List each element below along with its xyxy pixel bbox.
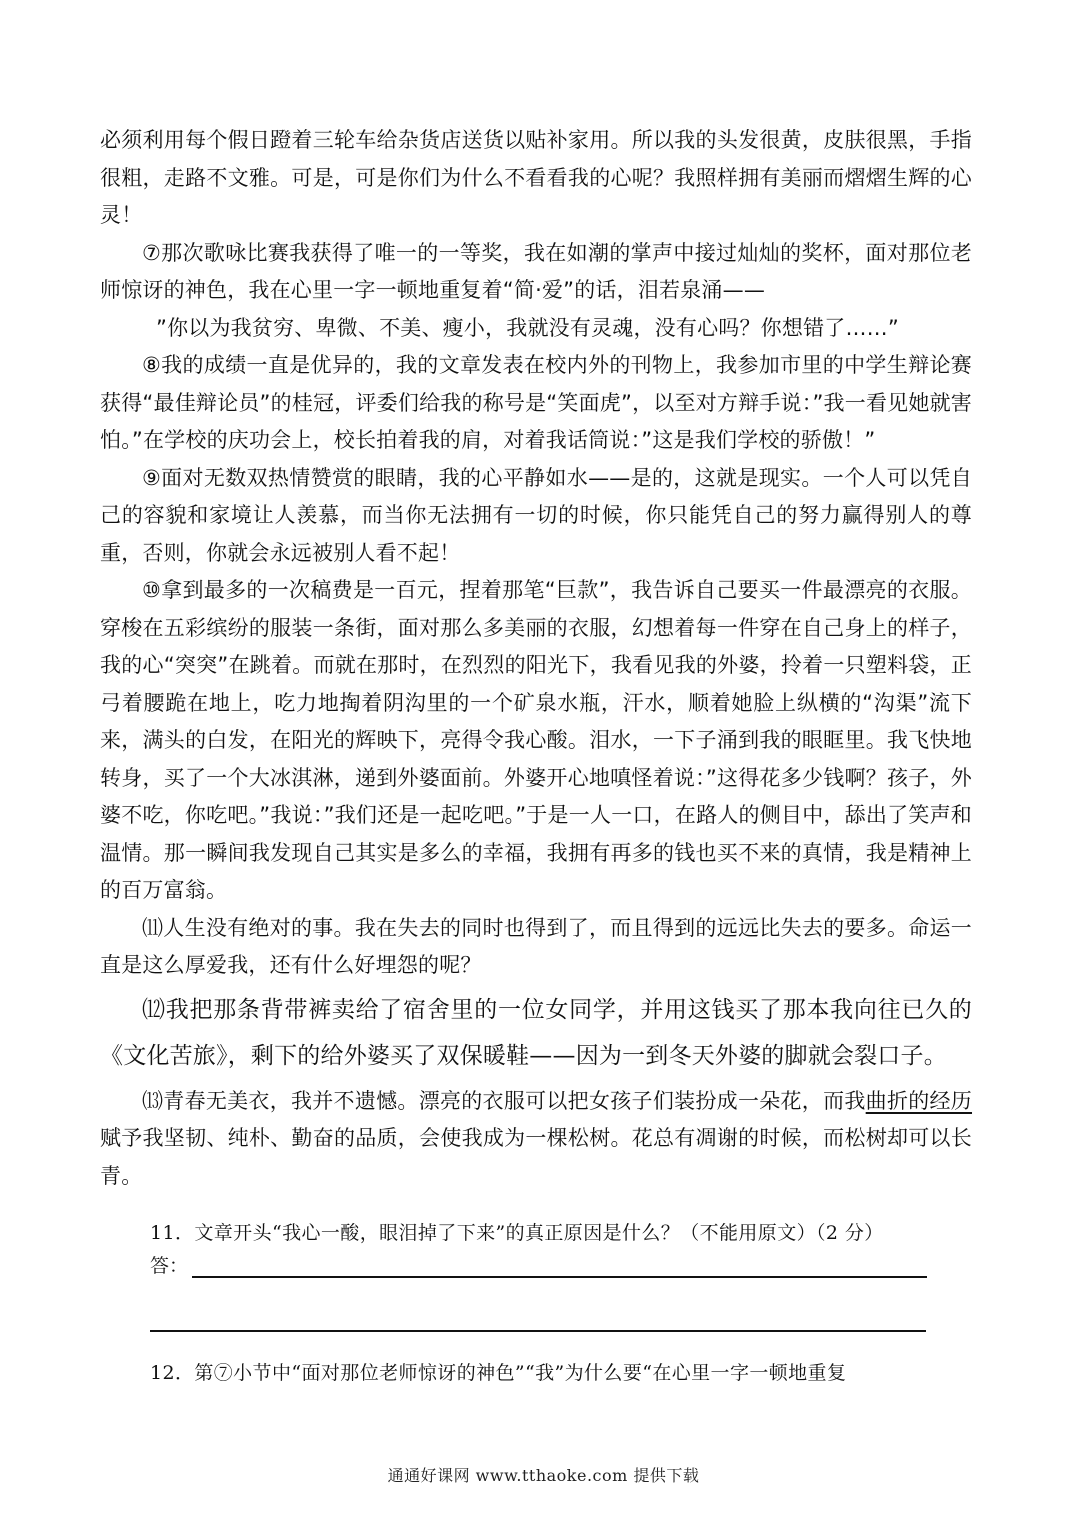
question-12: 12．第⑦小节中“面对那位老师惊讶的神色”“我”为什么要“在心里一字一顿地重复 (150, 1362, 847, 1384)
paragraph-11: ⑾人生没有绝对的事。我在失去的同时也得到了，而且得到的远远比失去的要多。命运一直是这么厚爱我，还有什么好埋怨的呢？ (100, 915, 972, 977)
paragraph-9: ⑨面对无数双热情赞赏的眼睛，我的心平静如水——是的，这就是现实。一个人可以凭自己的容貌和家境让人羡慕，而当你无法拥有一切的时候，你只能凭自己的努力赢得别人的尊重，否则，你就会永远被别人看不起！ (100, 465, 972, 565)
underlined-phrase: 曲折的经历 (865, 1088, 973, 1113)
paragraph-13 (100, 1083, 972, 1196)
footer-source: 通通好课网 www.tthaoke.com 提供下载 (387, 1466, 700, 1485)
answer-line-2[interactable] (150, 1278, 926, 1332)
question-11: 11．文章开头“我心一酸，眼泪掉了下来”的真正原因是什么？（不能用原文）（2 分） (150, 1222, 884, 1244)
paragraph-6-tail: 必须利用每个假日蹬着三轮车给杂货店送货以贴补家用。所以我的头发很黄，皮肤很黑，手指很粗，走路不文雅。可是，可是你们为什么不看看我的心呢？我照样拥有美丽而熠熠生辉的心灵！ (100, 128, 972, 227)
paragraph-13-part-a: ⒀青春无美衣，我并不遗憾。漂亮的衣服可以把女孩子们装扮成一朵花，而我 (142, 1088, 866, 1113)
paragraph-7-quote: ”你以为我贫穷、卑微、不美、瘦小，我就没有灵魂，没有心吗？你想错了……” (156, 315, 899, 340)
paragraph-12: ⑿我把那条背带裤卖给了宿舍里的一位女同学，并用这钱买了那本我向往已久的《文化苦旅》，剩下的给外婆买了双保暖鞋——因为一到冬天外婆的脚就会裂口子。 (100, 996, 972, 1069)
answer-label: 答： (150, 1255, 189, 1277)
answer-row-11 (150, 1248, 972, 1278)
paragraph-10: ⑩拿到最多的一次稿费是一百元，捏着那笔“巨款”，我告诉自己要买一件最漂亮的衣服。穿梭在五彩缤纷的服装一条街，面对那么多美丽的衣服，幻想着每一件穿在自己身上的样子，我的心“突突”在跳着。而就在那时，在烈烈的阳光下，我看见我的外婆，拎着一只塑料袋，正弓着腰跪在地上，吃力地掏着阴沟里的一个矿泉水瓶，汗水，顺着她脸上纵横的“沟渠”流下来，满头的白发，在阳光的辉映下，亮得令我心酸。泪水，一下子涌到我的眼眶里。我飞快地转身，买了一个大冰淇淋，递到外婆面前。外婆开心地嗔怪着说：”这得花多少钱啊？孩子，外婆不吃，你吃吧。”我说：”我们还是一起吃吧。”于是一人一口，在路人的侧目中，舔出了笑声和温情。那一瞬间我发现自己其实是多么的幸福，我拥有再多的钱也买不来的真情，我是精神上的百万富翁。 (100, 578, 972, 902)
question-section (150, 1218, 972, 1388)
answer-line-1[interactable] (192, 1254, 927, 1278)
paragraph-7: ⑦那次歌咏比赛我获得了唯一的一等奖，我在如潮的掌声中接过灿灿的奖杯，面对那位老师惊讶的神色，我在心里一字一顿地重复着“简·爱”的话，泪若泉涌—— (100, 240, 972, 302)
article-body (100, 122, 972, 1195)
paragraph-8: ⑧我的成绩一直是优异的，我的文章发表在校内外的刊物上，我参加市里的中学生辩论赛获得“最佳辩论员”的桂冠，评委们给我的称号是“笑面虎”，以至对方辩手说：”我一看见她就害怕。”在学校的庆功会上，校长拍着我的肩，对着我话筒说：”这是我们学校的骄傲！” (100, 353, 972, 452)
paragraph-13-part-b: 赋予我坚韧、纯朴、勤奋的品质，会使我成为一棵松树。花总有凋谢的时候，而松树却可以长青。 (100, 1126, 972, 1188)
